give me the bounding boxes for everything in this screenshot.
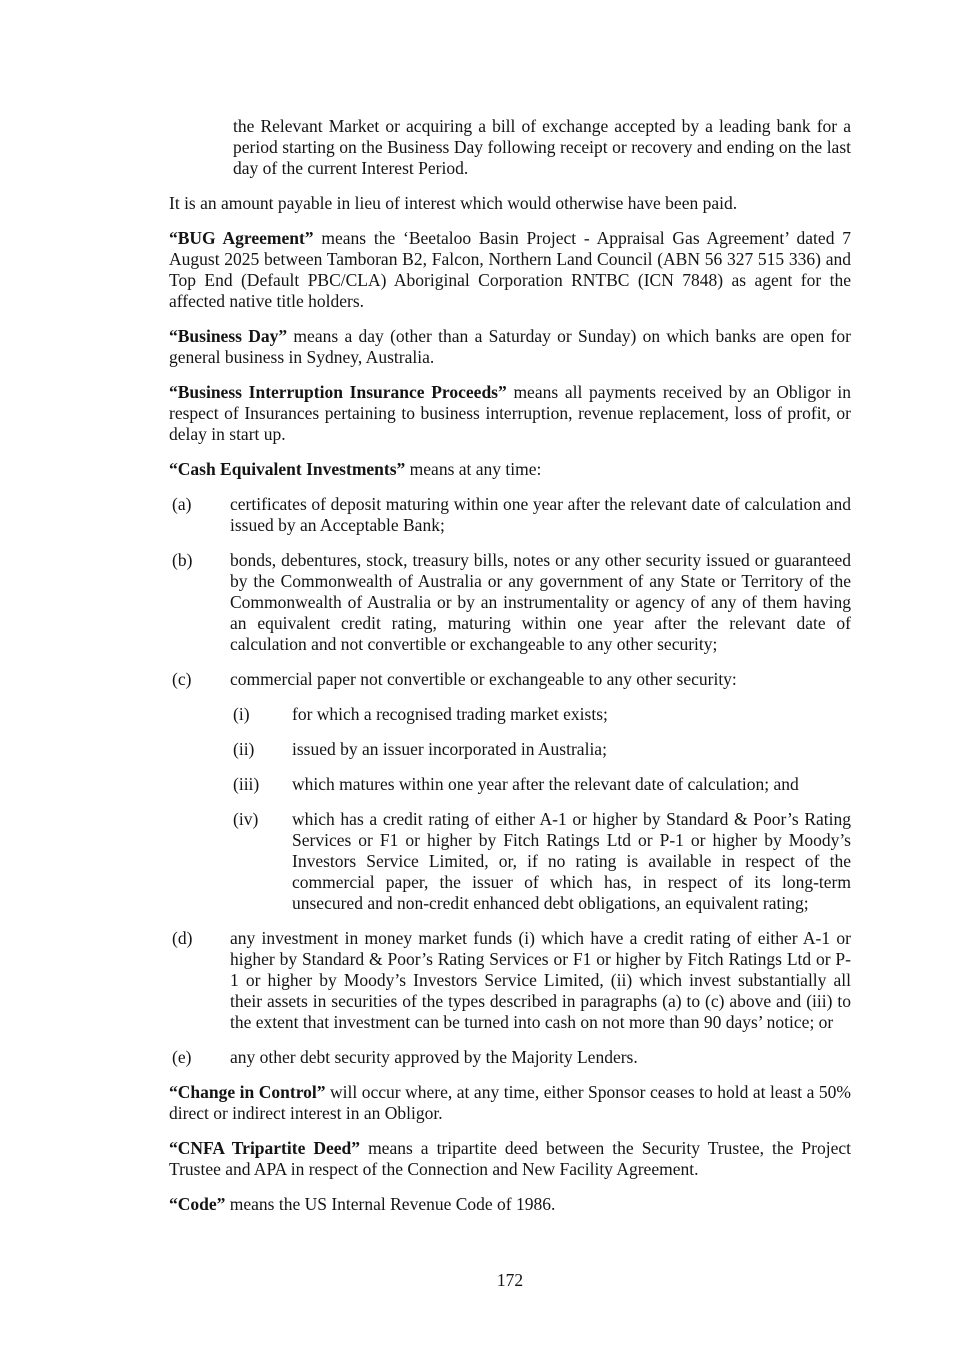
definition-text: means a day (other than a Saturday or Sunday) on which banks are open for general business in Sydney, Australia. — [169, 326, 851, 367]
page-number: 172 — [496, 1270, 524, 1290]
definition-text: means a tripartite deed between the Security Trustee, the Project Trustee and APA in respect of the Connection and New Facility Agreement. — [169, 1138, 851, 1179]
list-item-text: issued by an issuer incorporated in Australia; — [292, 739, 607, 759]
definition-text: means at any time: — [405, 459, 542, 479]
list-item-text: for which a recognised trading market exists; — [292, 704, 608, 724]
defined-term: “CNFA Tripartite Deed” — [169, 1138, 361, 1158]
list-item-label: (b) — [172, 550, 193, 570]
list-item-text: which has a credit rating of either A-1 or higher by Standard & Poor’s Rating Services or F1 or higher by Fitch Ratings Ltd or P-1 or higher by Moody’s Investors Service Limited, or, if no rating is available in respect of the commercial paper, the issuer of which has, in respect of its long-term unsecured and non-credit enhanced debt obligations, an equivalent rating; — [292, 809, 851, 913]
defined-term: “Business Interruption Insurance Proceeds” — [169, 382, 507, 402]
definition-paragraph-cash-equivalent — [169, 459, 851, 480]
definition-paragraph-business-interruption — [169, 382, 851, 445]
paragraph-continuation — [233, 116, 851, 179]
sub-list-item — [233, 704, 851, 725]
definition-paragraph-change-in-control — [169, 1082, 851, 1124]
list-item-text: which matures within one year after the relevant date of calculation; and — [292, 774, 799, 794]
definition-paragraph-business-day — [169, 326, 851, 368]
defined-term: “BUG Agreement” — [169, 228, 314, 248]
list-item-label: (c) — [172, 669, 192, 689]
list-item-label: (iv) — [233, 809, 259, 829]
list-item-label: (a) — [172, 494, 192, 514]
list-item-text: any other debt security approved by the Majority Lenders. — [230, 1047, 638, 1067]
defined-term: “Code” — [169, 1194, 226, 1214]
list-item-label: (i) — [233, 704, 250, 724]
list-item-label: (e) — [172, 1047, 192, 1067]
list-item-label: (d) — [172, 928, 193, 948]
list-item-text: bonds, debentures, stock, treasury bills, notes or any other security issued or guaranteed by the Commonwealth of Australia or any government of any State or Territory of the Commonwealth of Australia or by an instrumentality or agency of any of them having an equivalent credit rating, maturing within one year after the relevant date of calculation and not convertible or exchangeable to any other security; — [230, 550, 851, 654]
definition-text: means the ‘Beetaloo Basin Project - Appraisal Gas Agreement’ dated 7 August 2025 between Tamboran B2, Falcon, Northern Land Council (ABN 56 327 515 336) and Top End (Default PBC/CLA) Aboriginal Corporation RNTBC (ICN 7848) as agent for the affected native title holders. — [169, 228, 851, 311]
defined-term: “Change in Control” — [169, 1082, 326, 1102]
list-item-text: certificates of deposit maturing within one year after the relevant date of calculation and issued by an Acceptable Bank; — [230, 494, 851, 535]
list-item-label: (ii) — [233, 739, 255, 759]
list-item — [169, 550, 851, 655]
sub-list-item — [233, 739, 851, 760]
definition-paragraph-code — [169, 1194, 851, 1215]
page-content — [169, 116, 851, 1229]
definition-text: means all payments received by an Obligor in respect of Insurances pertaining to business interruption, revenue replacement, loss of profit, or delay in start up. — [169, 382, 851, 444]
paragraph — [169, 193, 851, 214]
definition-text: means the US Internal Revenue Code of 1986. — [225, 1194, 556, 1214]
list-item-label: (iii) — [233, 774, 260, 794]
list-item — [169, 928, 851, 1033]
definition-text: will occur where, at any time, either Sponsor ceases to hold at least a 50% direct or indirect interest in an Obligor. — [169, 1082, 851, 1123]
list-item-text: commercial paper not convertible or exchangeable to any other security: — [230, 669, 737, 689]
definition-paragraph-cnfa-tripartite-deed — [169, 1138, 851, 1180]
paragraph-text: the Relevant Market or acquiring a bill of exchange accepted by a leading bank for a period starting on the Business Day following receipt or recovery and ending on the last day of the current Interest Period. — [233, 116, 851, 178]
sub-list-item — [233, 774, 851, 795]
list-item — [169, 669, 851, 690]
defined-term: “Business Day” — [169, 326, 288, 346]
sub-list-item — [233, 809, 851, 914]
definition-paragraph-bug-agreement — [169, 228, 851, 312]
list-item — [169, 494, 851, 536]
paragraph-text: It is an amount payable in lieu of interest which would otherwise have been paid. — [169, 193, 738, 213]
defined-term: “Cash Equivalent Investments” — [169, 459, 406, 479]
list-item — [169, 1047, 851, 1068]
list-item-text: any investment in money market funds (i) which have a credit rating of either A-1 or higher by Standard & Poor’s Rating Services or F1 or higher by Fitch Ratings Ltd or P-1 or higher by Moody’s Investors Service Limited, (ii) which invest substantially all their assets in securities of the types described in paragraphs (a) to (c) above and (iii) to the extent that investment can be turned into cash on not more than 90 days’ notice; or — [230, 928, 851, 1032]
